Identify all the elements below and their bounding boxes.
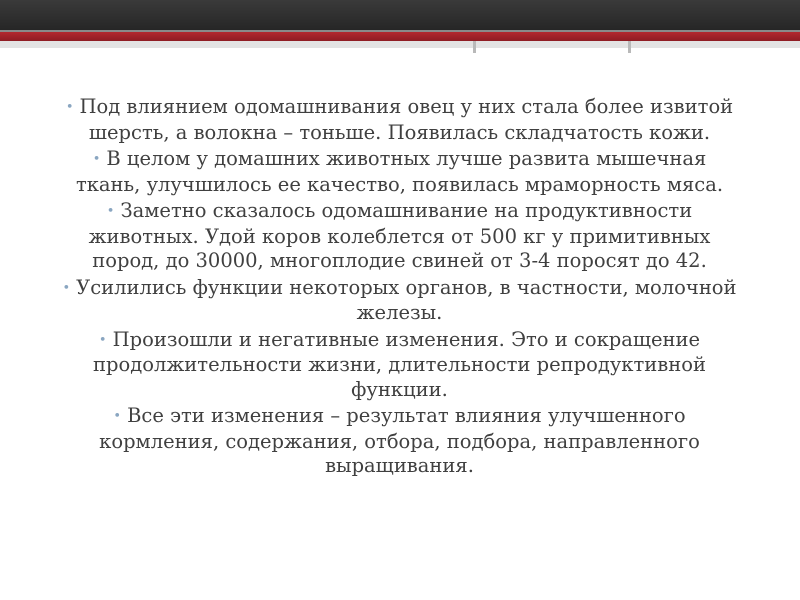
header-light-stripe bbox=[0, 41, 800, 48]
bullet-text: Под влиянием одомашнивания овец у них стала более извитой шерсть, а волокна – тоньше. Появилась складчатость кожи. bbox=[79, 95, 734, 144]
bullet-text: Усилились функции некоторых органов, в частности, молочной железы. bbox=[76, 275, 737, 324]
bullet-icon: • bbox=[92, 152, 101, 167]
bullet-icon: • bbox=[98, 332, 107, 348]
bullet-item bbox=[62, 276, 737, 326]
bullet-text: Произошли и негативные изменения. Это и сокращение продолжительности жизни, длительности репродуктивной функции. bbox=[93, 327, 706, 401]
bullet-item bbox=[62, 95, 737, 145]
header-dark-bar bbox=[0, 0, 800, 30]
bullet-item bbox=[62, 199, 737, 274]
bullet-item bbox=[62, 328, 737, 403]
header-notch-left bbox=[473, 41, 476, 53]
bullet-icon: • bbox=[113, 409, 122, 424]
header-red-stripe bbox=[0, 32, 800, 41]
bullet-item bbox=[62, 404, 737, 479]
bullet-text: Заметно сказалось одомашнивание на продуктивности животных. Удой коров колеблется от 500 кг у примитивных пород, до 30000, многоплодие свиней от 3-4 поросят до 42. bbox=[88, 199, 711, 272]
bullet-item bbox=[62, 147, 737, 197]
bullet-icon: • bbox=[106, 204, 115, 219]
bullet-icon: • bbox=[62, 280, 71, 296]
bullet-text: Все эти изменения – результат влияния улучшенного кормления, содержания, отбора, подбора, направленного выращивания. bbox=[99, 404, 700, 477]
slide-bullet-list bbox=[62, 95, 737, 481]
header-notch-right bbox=[628, 41, 631, 53]
bullet-text: В целом у домашних животных лучше развита мышечная ткань, улучшилось ее качество, появилась мраморность мяса. bbox=[75, 147, 724, 196]
bullet-icon: • bbox=[65, 100, 74, 115]
